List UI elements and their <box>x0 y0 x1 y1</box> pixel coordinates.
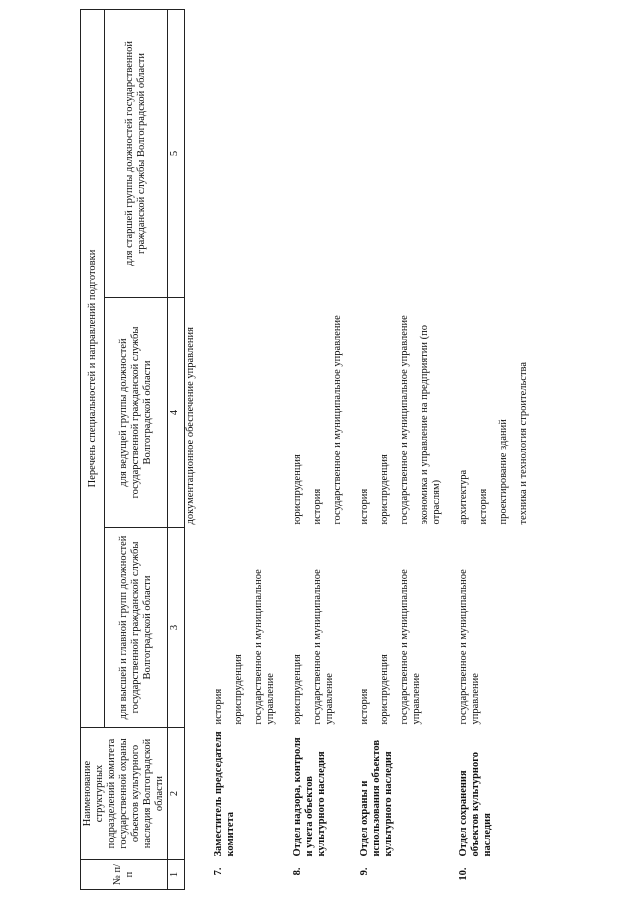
col4-header: для ведущей группы должностей государственной гражданской службы Волгоградской области <box>105 298 168 528</box>
subdivision-name: Заместитель председателя комитета <box>212 731 236 857</box>
specialty-item: история <box>358 688 370 725</box>
col-number: 4 <box>168 298 185 528</box>
subdivision-name: Отдел охраны и использования объектов культурного наследия <box>358 739 395 857</box>
specialties-col4 <box>199 298 278 528</box>
table-row <box>278 9 345 889</box>
specialty-item: государственное и муниципальное управление <box>399 569 423 725</box>
subdivision-name: Отдел надзора, контроля и учета объектов культурного наследия <box>291 737 327 857</box>
col-number: 5 <box>168 9 185 297</box>
col-number: 3 <box>168 528 185 728</box>
specialties-col4 <box>278 298 345 528</box>
specialty-item: юриспруденция <box>291 654 303 725</box>
group-header: Перечень специальностей и направлений подготовки <box>81 9 105 727</box>
column-numbers-row <box>168 9 185 889</box>
specialty-item: государственное и муниципальное управление <box>331 315 343 525</box>
rotated-sheet <box>80 10 550 890</box>
col5-header: для старшей группы должностей государственной гражданской службы Волгоградской области <box>105 9 168 297</box>
col-number: 2 <box>168 728 185 860</box>
specialty-item: история <box>311 488 323 525</box>
specialty-item: государственное и муниципальное управление <box>458 569 482 725</box>
row-number: 9. <box>358 867 370 876</box>
name-header: Наименование структурных подразделений комитета государственной охраны объектов культурного наследия Волгоградской области <box>81 728 168 860</box>
intro-col4 <box>185 298 199 528</box>
specialty-item: проектирование зданий <box>498 419 510 525</box>
specialties-col3 <box>278 528 345 728</box>
specialty-item: история <box>212 688 224 725</box>
specialty-item: юриспруденция <box>379 654 390 725</box>
specialties-col3 <box>444 528 531 728</box>
specialty-item: техника и технология строительства <box>518 361 530 525</box>
specialty-item: архитектура <box>458 469 470 525</box>
table-row <box>199 9 278 889</box>
specialty-item: государственное и муниципальное управление <box>252 569 276 725</box>
specialty-item: экономика и управление на предприятии (по отраслям) <box>419 324 443 525</box>
col3-header: для высшей и главной групп должностей государственной гражданской службы Волгоградской области <box>105 528 168 728</box>
specialties-col4 <box>444 298 531 528</box>
specialty-item: документационное обеспечение управления <box>185 327 197 525</box>
table-row <box>444 9 531 889</box>
specialty-item: государственное и муниципальное управление <box>311 569 335 725</box>
num-header: № п/п <box>81 860 168 890</box>
specialty-item: юриспруденция <box>291 454 303 525</box>
specialties-col3 <box>199 528 278 728</box>
row-number: 8. <box>291 867 303 876</box>
subdivision-name: Отдел сохранения объектов культурного наследия <box>458 752 494 857</box>
specialties-table <box>80 9 532 890</box>
specialty-item: юриспруденция <box>379 454 390 525</box>
specialties-col4 <box>345 298 444 528</box>
table-body <box>185 9 532 889</box>
col-number: 1 <box>168 860 185 890</box>
specialties-col3 <box>345 528 444 728</box>
specialties-col5 <box>345 9 444 297</box>
specialty-item: история <box>358 488 370 525</box>
table-row <box>345 9 444 889</box>
row-number: 10. <box>458 867 470 881</box>
specialties-col5 <box>278 9 345 297</box>
specialty-item: история <box>478 488 490 525</box>
intro-row <box>185 9 199 889</box>
specialties-col5 <box>199 9 278 297</box>
specialties-col5 <box>444 9 531 297</box>
specialty-item: государственное и муниципальное управление <box>399 315 411 525</box>
specialty-item: юриспруденция <box>232 654 244 725</box>
row-number: 7. <box>212 867 224 876</box>
